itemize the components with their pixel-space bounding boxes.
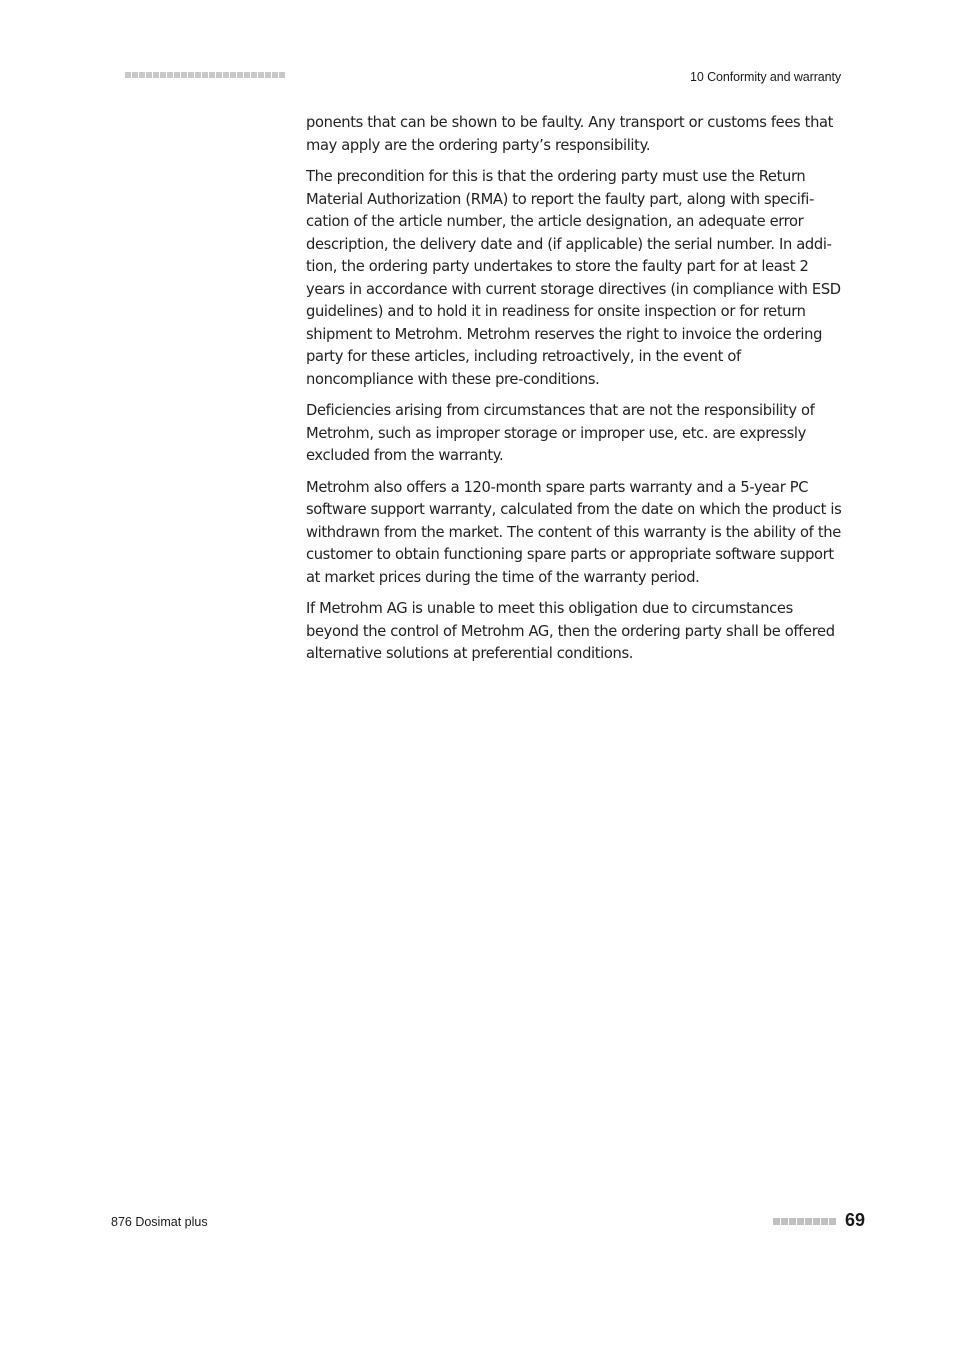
paragraph: The precondition for this is that the ordering party must use the Return Material Authorization (RMA) to report the faulty part, along with specification of the article number, the article designation, an adequate error description, the delivery date and (if applicable) the serial number. In addition, the ordering party undertakes to store the faulty part for at least 2 years in accordance with current storage directives (in compliance with ESD guidelines) and to hold it in readiness for onsite inspection or for return shipment to Metrohm. Metrohm reserves the right to invoice the ordering party for these articles, including retroactively, in the event of noncompliance with these pre-conditions. bbox=[306, 168, 841, 388]
footer-decoration bbox=[773, 1218, 836, 1225]
paragraph: Deficiencies arising from circumstances that are not the responsibility of Metrohm, such as improper storage or improper use, etc. are expressly excluded from the warranty. bbox=[306, 402, 815, 464]
page-number: 69 bbox=[845, 1210, 866, 1230]
body-text bbox=[306, 112, 842, 675]
product-name: 876 Dosimat plus bbox=[111, 1215, 208, 1229]
header-decoration bbox=[125, 72, 285, 78]
chapter-title: 10 Conformity and warranty bbox=[690, 70, 841, 84]
paragraph: Metrohm also offers a 120-month spare parts warranty and a 5-year PC software support warranty, calculated from the date on which the product is withdrawn from the market. The content of this warranty is the ability of the customer to obtain functioning spare parts or appropriate software support at market prices during the time of the warranty period. bbox=[306, 478, 842, 586]
paragraph: ponents that can be shown to be faulty. Any transport or customs fees that may apply are the ordering party’s responsibility. bbox=[306, 114, 834, 154]
paragraph: If Metrohm AG is unable to meet this obligation due to circumstances beyond the control of Metrohm AG, then the ordering party shall be offered alternative solutions at preferential conditions. bbox=[306, 600, 835, 662]
